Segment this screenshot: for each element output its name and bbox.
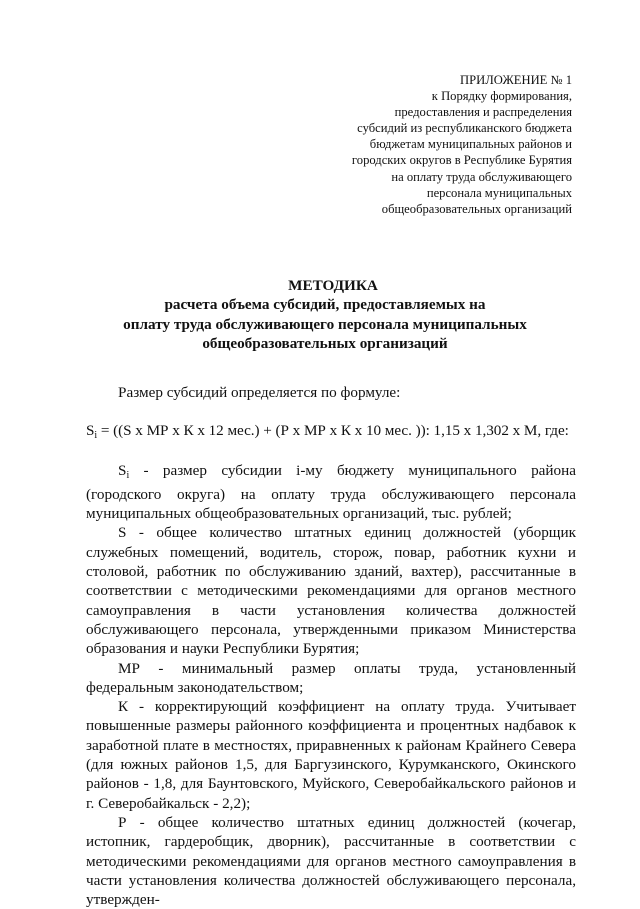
- appendix-line: к Порядку формирования,: [431, 89, 572, 104]
- appendix-line: городских округов в Республике Бурятия: [351, 153, 572, 168]
- definition-s: S - общее количество штатных единиц должностей (уборщик служебных помещений, водитель, сторож, повар, работник кухни и столовой, работник по обслуживанию зданий, вахтер), рассчитанные в соответствии с методическими рекомендациями для органов местного самоуправления в части установления количества должностей обслуживающего персонала, утвержденными приказом Министерства образования и науки Республики Бурятия;: [86, 524, 576, 658]
- definitions-list: [86, 461, 576, 909]
- definition-mr: МР - минимальный размер оплаты труда, установленный федеральным законодательством;: [86, 659, 576, 696]
- document-body: [86, 383, 576, 909]
- formula-expression: = ((S х МР х К х 12 мес.) + (Р х МР х К х 10 мес. )): 1,15 х 1,302 х М, где:: [97, 422, 569, 440]
- definition-p: Р - общее количество штатных единиц должностей (кочегар, истопник, гардеробщик, дворник), рассчитанные в соответствии с методическими рекомендациями для органов местного самоуправления в части установления количества должностей обслуживающего персонала, утвержден-: [86, 813, 576, 909]
- formula-subscript: i: [94, 430, 98, 442]
- title-line: оплату труда обслуживающего персонала муниципальных: [123, 315, 527, 333]
- intro-paragraph: Размер субсидий определяется по формуле:: [118, 384, 401, 401]
- title-line: расчета объема субсидий, предоставляемых на: [164, 296, 486, 314]
- formula-symbol: S: [86, 422, 95, 440]
- formula: [86, 421, 576, 445]
- title-line: МЕТОДИКА: [288, 277, 378, 294]
- appendix-line: бюджетам муниципальных районов и: [369, 137, 572, 152]
- definition-k: К - корректирующий коэффициент на оплату труда. Учитывает повышенные размеры районного коэффициента и процентных надбавок к заработной плате в местностях, приравненных к районам Крайнего Севера (для южных районов 1,5, для Баргузинского, Курумканского, Окинского районов - 1,8, для Баунтовского, Муйского, Северобайкальского районов и г. Северобайкальск - 2,2);: [86, 698, 576, 812]
- title-line: общеобразовательных организаций: [202, 334, 448, 352]
- appendix-line: ПРИЛОЖЕНИЕ № 1: [460, 73, 572, 87]
- appendix-line: общеобразовательных организаций: [381, 201, 572, 216]
- appendix-line: предоставления и распределения: [394, 105, 572, 120]
- definition-si-symbol: S: [118, 461, 127, 479]
- appendix-line: на оплату труда обслуживающего: [391, 169, 572, 184]
- definition-si-subscript: i: [126, 469, 130, 481]
- document-title: [60, 276, 590, 353]
- appendix-line: персонала муниципальных: [426, 185, 572, 200]
- definition-si: [86, 461, 576, 524]
- appendix-line: субсидий из республиканского бюджета: [357, 121, 572, 136]
- definition-si-text: - размер субсидии i-му бюджету муниципального района (городского округа) на оплату труда обслуживающего персонала муниципальных общеобразовательных организаций, тыс. рублей;: [86, 461, 576, 523]
- appendix-header: [242, 72, 572, 217]
